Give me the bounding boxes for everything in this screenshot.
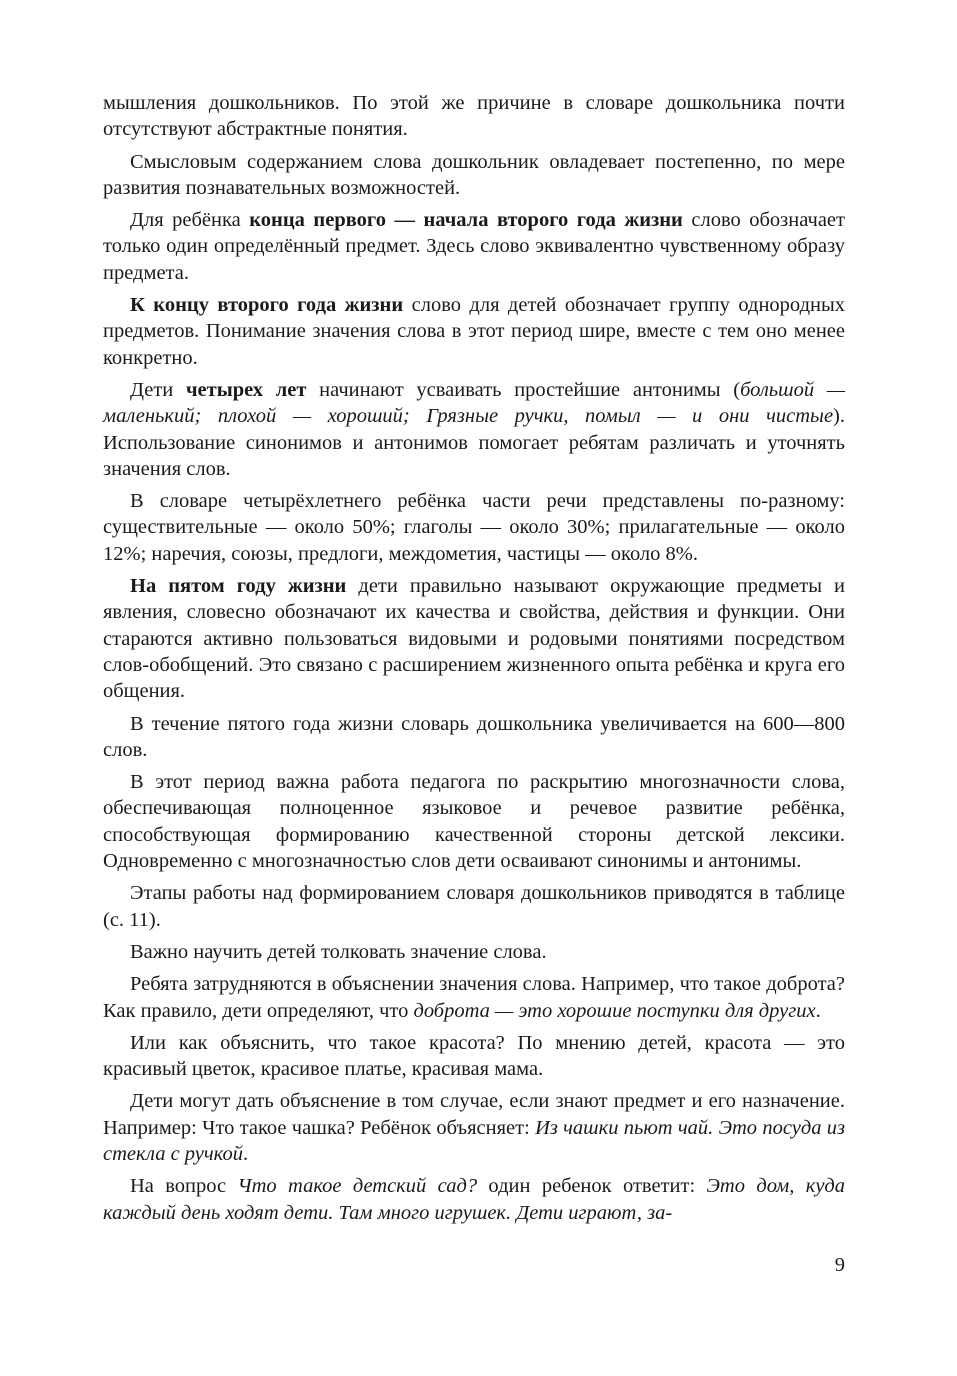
paragraph [103,1030,845,1083]
text-run: В этот период важна работа педагога по раскрытию многозначности слова, обеспечивающая полноценное языковое и речевое развитие ребёнка, способствующая формированию качественной стороны детской лексики. Одновременно с многозначностью слов дети осваивают синонимы и антонимы. [103,771,845,873]
italic-text: Что такое детский сад? [237,1175,478,1198]
paragraph [103,1173,845,1226]
text-run: ). Использование синонимов и антонимов помогает ребятам различать и уточнять значения слов. [103,405,845,480]
paragraph [103,90,845,143]
text-run: начинают усваивать простейшие антонимы ( [306,378,741,401]
paragraph [103,207,845,286]
italic-text: большой — маленький; плохой — хороший; Грязные ручки, помыл — и они чистые [103,378,846,428]
paragraph [103,573,845,704]
paragraph [103,488,845,567]
paragraph [103,711,845,764]
italic-text: доброта — это хорошие поступки для других [413,999,816,1022]
bold-text: четырех лет [185,378,307,401]
bold-text: конца первого — начала второго года жизни [249,209,683,232]
paragraph [103,292,845,371]
text-run: Смысловым содержанием слова дошкольник овладевает постепенно, по мере развития познавательных возможностей. [103,150,845,199]
paragraph [103,939,845,965]
bold-text: На пятом году жизни [130,575,347,598]
paragraph [103,1088,845,1167]
page-number: 9 [834,1254,845,1276]
text-run: На вопрос [130,1175,238,1198]
bold-text: К концу второго года жизни [130,294,404,317]
text-run: дети правильно называют окружающие предметы и явления, словесно обозначают их качества и свойства, действия и функции. Они стараются активно пользоваться видовыми и родовыми понятиями посредством слов-обобщений. Это связано с расширением жизненного опыта ребёнка и круга его общения. [103,575,845,703]
text-run: мышления дошкольников. По этой же причине в словаре дошкольника почти отсутствуют абстрактные понятия. [103,92,845,141]
text-run: В течение пятого года жизни словарь дошкольника увеличивается на 600—800 слов. [103,712,845,761]
text-run: Ребята затрудняются в объяснении значения слова. Например, что такое доброта? Как правило, дети определяют, что [103,973,845,1022]
paragraph [103,880,845,933]
text-run: . [242,1142,249,1165]
text-run: В словаре четырёхлетнего ребёнка части речи представлены по-разному: существительные — около 50%; глаголы — около 30%; прилагательные — около 12%; наречия, союзы, предлоги, междометия, частицы — около 8%. [103,490,845,565]
italic-text: Из чашки пьют чай. Это посуда из стекла с ручкой [103,1116,845,1165]
text-run: Дети [130,378,186,401]
text-run: слово для детей обозначает группу однородных предметов. Понимание значения слова в этот период шире, вместе с тем оно менее конкретно. [103,294,845,369]
text-run: Или как объяснить, что такое красота? По мнению детей, красота — это красивый цветок, красивое платье, красивая мама. [103,1031,845,1081]
paragraph [103,769,845,874]
paragraph [103,971,845,1024]
text-run: Дети могут дать объяснение в том случае, если знают предмет и его назначение. Например: Что такое чашка? Ребёнок объясняет: [103,1090,845,1139]
text-run: . [815,999,821,1022]
page-body [103,90,845,1232]
text-run: Для ребёнка [130,209,250,232]
text-run: Этапы работы над формированием словаря дошкольников приводятся в таблице (с. 11). [103,882,845,931]
paragraph [103,149,845,202]
text-run: слово обозначает только один определённый предмет. Здесь слово эквивалентно чувственному образу предмета. [103,209,845,284]
italic-text: Это дом, куда каждый день ходят дети. Там много игрушек. Дети играют, за- [103,1175,845,1224]
paragraph [103,377,845,482]
text-run: один ребенок ответит: [477,1175,707,1198]
text-run: Важно научить детей толковать значение слова. [130,940,547,963]
